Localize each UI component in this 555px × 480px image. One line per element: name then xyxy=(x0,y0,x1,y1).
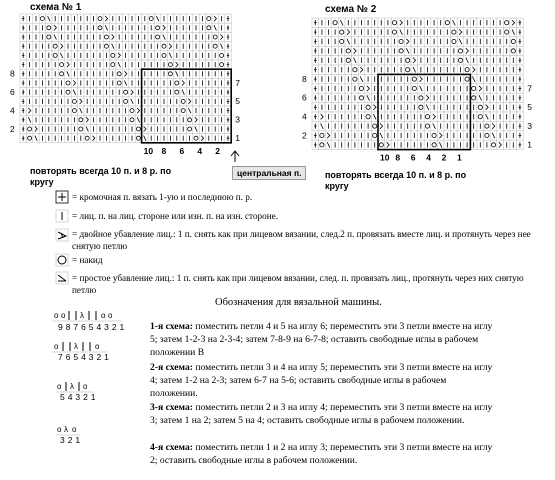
machine-scheme-1-label: 1-я схема: xyxy=(150,321,193,332)
svg-text:o: o xyxy=(95,342,100,351)
chart-cell xyxy=(186,97,192,106)
chart-cell xyxy=(352,46,359,55)
chart-cell xyxy=(58,42,64,51)
chart-cell xyxy=(457,27,464,36)
column-number: 2 xyxy=(215,145,221,156)
svg-text:o: o xyxy=(54,342,59,351)
scheme2-repeat-text: повторять всегда 10 п. и 8 р. по кругу xyxy=(325,170,467,191)
svg-text:o: o xyxy=(61,311,66,320)
double-decrease-icon xyxy=(55,228,69,242)
chart-cell xyxy=(116,51,122,60)
chart-cell xyxy=(52,23,58,32)
legend-simple-decrease: = простое убавление лиц.: 1 п. снять как при лицевом вязании, след. п. провязать лиц., протянуть через них снятую петлю xyxy=(72,273,524,295)
row-number: 1 xyxy=(235,132,240,143)
chart-cell xyxy=(161,23,167,32)
chart-cell xyxy=(378,121,385,130)
row-number: 1 xyxy=(527,139,532,150)
chart-cell xyxy=(477,84,484,93)
chart-cell xyxy=(497,140,504,149)
svg-text:o: o xyxy=(57,382,62,391)
row-number: 5 xyxy=(527,102,532,113)
machine-numbers-4: 3 2 1 xyxy=(60,435,81,445)
chart-cell xyxy=(411,56,418,65)
machine-title: Обозначения для вязальной машины. xyxy=(215,297,382,308)
machine-scheme-4-text: 4-я схема: поместить петли 1 и 2 на иглу 3; переместить эти 3 петли вместе на иглу 2; оставить свободные иглы в рабочем положении. xyxy=(150,442,493,466)
chart-cell xyxy=(358,65,365,74)
chart-cell xyxy=(129,88,135,97)
machine-scheme-2-text: 2-я схема: поместить петли 3 и 4 на иглу 5; переместить эти 3 петли вместе на иглу 4; затем 1-2 на 2-3; затем 6-7 на 5-6; оставить свободные иглы в рабочем положении. xyxy=(150,362,493,399)
machine-scheme-3-label: 3-я схема: xyxy=(150,402,193,413)
chart-cell xyxy=(167,42,173,51)
chart-cell xyxy=(193,115,199,124)
chart-cell xyxy=(371,103,378,112)
chart-cell xyxy=(122,69,128,78)
machine-scheme-4-label: 4-я схема: xyxy=(150,442,193,453)
legend-double-decrease: = двойное убавление лиц.: 1 п. снять как при лицевом вязании, след.2 п. провязать вместе лиц. и протянуть через нее снятую петлю xyxy=(72,229,531,251)
column-number: 4 xyxy=(426,152,431,163)
column-number: 6 xyxy=(179,145,185,156)
chart-cell xyxy=(90,134,96,143)
column-number: 8 xyxy=(161,145,167,156)
row-number: 8 xyxy=(10,68,15,79)
row-number: 2 xyxy=(302,130,307,141)
chart-cell xyxy=(325,131,332,140)
scheme1-title: схема № 1 xyxy=(30,2,82,13)
machine-scheme-3-text: 3-я схема: поместить петли 2 и 3 на иглу 4; переместить эти 3 петли вместе на иглу 3; затем 1 на 2; затем 5 на 4; оставить свободные иглы в рабочем положении. xyxy=(150,402,493,426)
center-arrow-icon xyxy=(231,151,239,162)
machine-numbers-3: 5 4 3 2 1 xyxy=(60,392,96,402)
row-number: 2 xyxy=(10,123,15,134)
svg-text:o: o xyxy=(101,311,106,320)
row-number: 6 xyxy=(302,92,307,103)
chart-cell xyxy=(484,103,491,112)
column-number: 4 xyxy=(197,145,203,156)
chart-cell xyxy=(199,134,205,143)
svg-text:λ: λ xyxy=(80,311,84,320)
row-number: 5 xyxy=(235,96,240,107)
knit-stitch-icon xyxy=(55,209,69,223)
svg-text:λ: λ xyxy=(70,382,74,391)
machine-numbers-1: 9 8 7 6 5 4 3 2 1 xyxy=(58,322,125,332)
svg-text:o: o xyxy=(54,311,59,320)
column-number: 10 xyxy=(143,145,154,156)
chart-cell xyxy=(365,84,372,93)
svg-text:o: o xyxy=(57,425,62,434)
chart-cell xyxy=(345,27,352,36)
row-number: 7 xyxy=(235,77,240,88)
chart-cell xyxy=(385,140,392,149)
column-number: 10 xyxy=(380,152,390,163)
row-number: 3 xyxy=(527,120,532,131)
chart-cell xyxy=(71,78,77,87)
chart-cell xyxy=(470,65,477,74)
chart-cell xyxy=(418,74,425,83)
chart-cell xyxy=(174,60,180,69)
chart-cell xyxy=(398,18,405,27)
legend-yarn-over: = накид xyxy=(72,255,103,265)
chart-cell xyxy=(33,124,39,133)
scheme1-chart xyxy=(0,12,270,172)
legend-knit-stitch: = лиц. п. на лиц. стороне или изн. п. на изн. стороне. xyxy=(72,211,279,221)
simple-decrease-icon xyxy=(55,271,69,285)
scheme1-repeat-text: повторять всегда 10 п. и 8 р. по кругу xyxy=(30,166,172,187)
chart-cell xyxy=(490,121,497,130)
chart-cell xyxy=(431,112,438,121)
chart-cell xyxy=(84,115,90,124)
column-number: 1 xyxy=(457,152,462,163)
machine-numbers-2: 7 6 5 4 3 2 1 xyxy=(58,352,110,362)
machine-scheme-2-label: 2-я схема: xyxy=(150,362,193,373)
svg-text:o: o xyxy=(108,311,113,320)
chart-cell xyxy=(218,32,224,41)
svg-text:λ: λ xyxy=(74,342,78,351)
svg-text:λ: λ xyxy=(64,425,68,434)
column-number: 2 xyxy=(441,152,447,163)
chart-cell xyxy=(437,131,444,140)
chart-cell xyxy=(78,97,84,106)
column-number: 8 xyxy=(395,152,401,163)
column-number: 6 xyxy=(410,152,416,163)
svg-text:o: o xyxy=(83,382,88,391)
row-number: 6 xyxy=(10,86,15,97)
row-number: 4 xyxy=(10,105,15,116)
scheme2-chart xyxy=(290,14,555,174)
row-number: 4 xyxy=(302,111,307,122)
chart-cell xyxy=(510,18,517,27)
chart-cell xyxy=(26,106,32,115)
machine-scheme-1-text: 1-я схема: поместить петли 4 и 5 на иглу 6; переместить эти 3 петли вместе на иглу 5; затем 1-2-3 на 2-3-4; затем 7-8-9 на 6-7-8; оставить свободные иглы в рабочем положении В xyxy=(150,321,493,358)
chart-cell xyxy=(103,14,109,23)
chart-cell xyxy=(212,14,218,23)
row-number: 7 xyxy=(527,83,532,94)
scheme2-title: схема № 2 xyxy=(325,4,377,15)
chart-cell xyxy=(135,106,141,115)
chart-cell xyxy=(180,78,186,87)
chart-cell xyxy=(404,37,411,46)
chart-cell xyxy=(65,60,71,69)
row-number: 3 xyxy=(235,114,240,125)
row-number: 8 xyxy=(302,73,307,84)
legend-edge-stitch: = кромочная п. вязать 1-ую и последнюю п. р. xyxy=(72,192,253,202)
yarn-over-icon xyxy=(55,253,69,267)
chart-cell xyxy=(110,32,116,41)
chart-cell xyxy=(142,124,148,133)
center-stitch-label: центральная п. xyxy=(232,166,306,180)
edge-stitch-icon xyxy=(55,190,69,204)
chart-cell xyxy=(319,112,326,121)
chart-cell xyxy=(464,46,471,55)
svg-text:o: o xyxy=(72,425,77,434)
chart-cell xyxy=(424,93,431,102)
